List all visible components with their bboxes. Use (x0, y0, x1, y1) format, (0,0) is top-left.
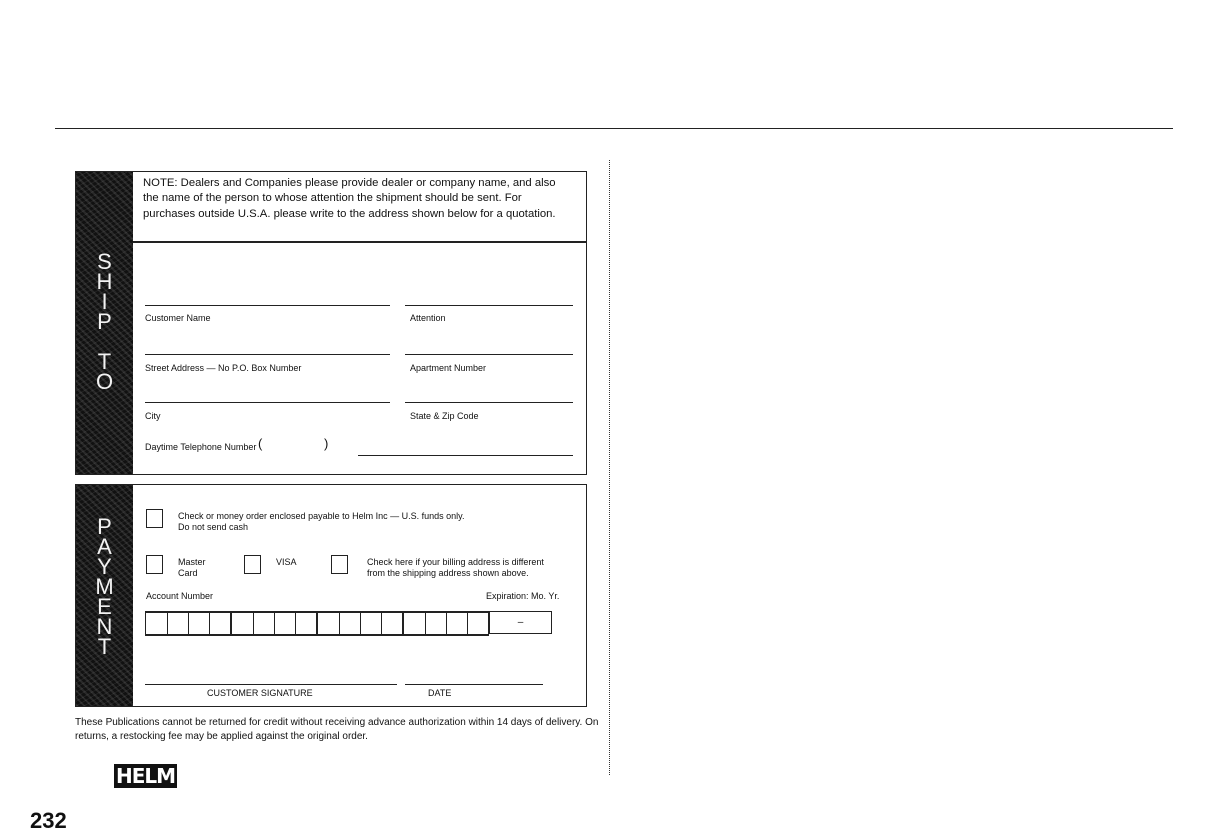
helm-logo-text: HELM (116, 764, 176, 788)
returns-policy-text: These Publications cannot be returned for credit without receiving advance authorization within 14 days of delivery. On returns, a restocking fee may be applied against the original order. (75, 717, 599, 742)
mastercard-checkbox[interactable] (146, 555, 163, 574)
account-digit-cell[interactable] (404, 612, 425, 635)
phone-paren-close: ) (324, 436, 329, 451)
band-letter: P (97, 309, 112, 334)
state-zip-field[interactable] (405, 402, 573, 403)
street-address-label: Street Address — No P.O. Box Number (145, 363, 302, 373)
billing-label-line2: from the shipping address shown above. (367, 568, 529, 578)
visa-checkbox[interactable] (244, 555, 261, 574)
ship-to-section (75, 171, 587, 475)
band-letter: Y (97, 554, 112, 579)
visa-label: VISA (276, 557, 297, 567)
billing-label-line1: Check here if your billing address is different (367, 557, 544, 567)
band-letter: T (97, 634, 112, 659)
cut-line (609, 160, 610, 775)
header-rule (55, 128, 1173, 129)
check-label-line2: Do not send cash (178, 522, 249, 532)
band-letter: I (101, 289, 108, 314)
street-address-field[interactable] (145, 354, 390, 355)
master-label-line2: Card (178, 568, 198, 578)
attention-field[interactable] (405, 305, 573, 306)
account-digit-cell[interactable] (425, 612, 446, 635)
check-money-order-label (178, 511, 464, 533)
check-label-line1: Check or money order enclosed payable to Helm Inc — U.S. funds only. (178, 511, 465, 521)
phone-label: Daytime Telephone Number (145, 442, 257, 452)
account-digit-cell[interactable] (360, 612, 381, 635)
band-letter: H (96, 269, 113, 294)
phone-paren-open: ( (258, 436, 263, 451)
account-digit-cell[interactable] (167, 612, 188, 635)
account-digit-cell[interactable] (381, 612, 402, 635)
band-letter: P (97, 514, 112, 539)
ship-to-band-label (76, 249, 133, 394)
account-digit-cell[interactable] (146, 612, 167, 635)
account-digit-cell[interactable] (339, 612, 360, 635)
apartment-field[interactable] (405, 354, 573, 355)
band-letter: O (95, 369, 114, 394)
billing-different-label (367, 557, 544, 579)
account-group-1[interactable] (145, 611, 231, 636)
account-group-4[interactable] (403, 611, 489, 636)
master-label-line1: Master (178, 557, 206, 567)
account-digit-cell[interactable] (253, 612, 274, 635)
payment-section (75, 484, 587, 707)
check-money-order-checkbox[interactable] (146, 509, 163, 528)
signature-label: CUSTOMER SIGNATURE (207, 688, 313, 698)
account-digit-cell[interactable] (467, 612, 488, 635)
account-group-2[interactable] (231, 611, 317, 636)
payment-band (76, 485, 133, 706)
state-zip-label: State & Zip Code (410, 411, 479, 421)
account-digit-cell[interactable] (209, 612, 230, 635)
account-number-label: Account Number (146, 591, 214, 601)
note-divider (133, 241, 586, 243)
expiration-label: Expiration: Mo. Yr. (486, 591, 560, 601)
city-field[interactable] (145, 402, 390, 403)
phone-field[interactable] (358, 455, 573, 456)
band-letter: T (97, 349, 112, 374)
band-letter: A (97, 534, 112, 559)
date-label: DATE (428, 688, 452, 698)
customer-name-field[interactable] (145, 305, 390, 306)
expiration-input[interactable] (489, 611, 552, 634)
account-digit-cell[interactable] (318, 612, 339, 635)
account-number-input[interactable] (145, 611, 552, 636)
signature-field[interactable] (145, 684, 397, 685)
band-letter: N (96, 614, 113, 639)
account-group-3[interactable] (317, 611, 403, 636)
account-digit-cell[interactable] (446, 612, 467, 635)
band-letter: E (97, 594, 112, 619)
account-digit-cell[interactable] (295, 612, 316, 635)
account-digit-cell[interactable] (188, 612, 209, 635)
payment-band-label (76, 514, 133, 659)
city-label: City (145, 411, 161, 421)
account-digit-cell[interactable] (232, 612, 253, 635)
attention-label: Attention (410, 313, 446, 323)
mastercard-label (178, 557, 206, 579)
band-letter: S (97, 249, 112, 274)
customer-name-label: Customer Name (145, 313, 211, 323)
billing-different-checkbox[interactable] (331, 555, 348, 574)
band-letter: M (95, 574, 114, 599)
ship-to-band (76, 172, 133, 474)
account-digit-cell[interactable] (274, 612, 295, 635)
date-field[interactable] (405, 684, 543, 685)
helm-logo (114, 764, 177, 788)
apartment-label: Apartment Number (410, 363, 487, 373)
expiration-separator: – (517, 617, 524, 628)
dealer-note: NOTE: Dealers and Companies please provide dealer or company name, and also the name of the person to whose attention the shipment should be sent. For purchases outside U.S.A. please write to the address shown below for a quotation. (143, 177, 556, 220)
page-number: 232 (30, 808, 67, 833)
